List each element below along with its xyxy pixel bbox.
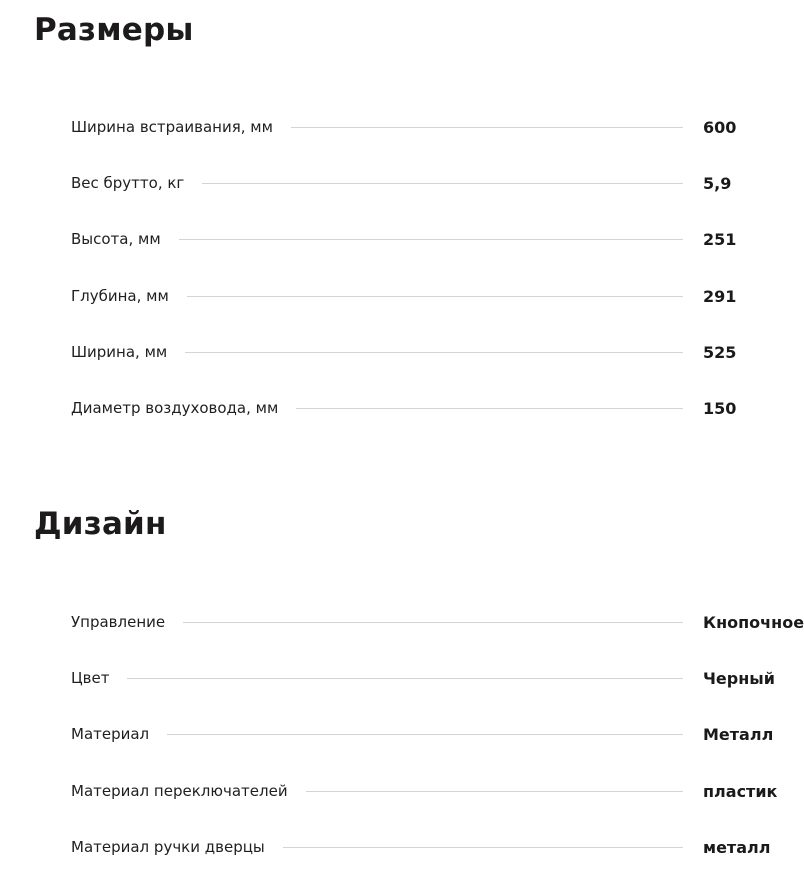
spec-label: Ширина встраивания, мм xyxy=(71,118,273,136)
spec-value: 600 xyxy=(703,117,737,137)
spec-row-depth xyxy=(71,284,789,308)
spec-label: Материал ручки дверцы xyxy=(71,838,265,856)
spec-label: Глубина, мм xyxy=(71,287,169,305)
spec-value: 291 xyxy=(703,286,737,306)
spec-label: Высота, мм xyxy=(71,230,161,248)
spec-row-height xyxy=(71,227,789,251)
spec-row-door-handle-material xyxy=(71,835,789,859)
spec-value: Черный xyxy=(703,668,775,688)
spec-label: Цвет xyxy=(71,669,110,687)
spec-value: Металл xyxy=(703,724,774,744)
leader-line xyxy=(306,791,683,792)
spec-value: Кнопочное xyxy=(703,612,804,632)
spec-value: металл xyxy=(703,837,771,857)
spec-row-gross-weight xyxy=(71,171,789,195)
spec-label: Материал переключателей xyxy=(71,782,288,800)
spec-value: 251 xyxy=(703,229,737,249)
spec-value: пластик xyxy=(703,781,778,801)
spec-row-control xyxy=(71,610,804,634)
spec-label: Управление xyxy=(71,613,166,631)
leader-line xyxy=(183,622,683,623)
spec-label: Ширина, мм xyxy=(71,343,168,361)
leader-line xyxy=(296,408,683,409)
leader-line xyxy=(291,127,683,128)
spec-label: Материал xyxy=(71,725,150,743)
leader-line xyxy=(179,239,683,240)
leader-line xyxy=(283,847,683,848)
spec-value: 150 xyxy=(703,398,737,418)
spec-row-material xyxy=(71,722,789,746)
spec-label: Диаметр воздуховода, мм xyxy=(71,399,279,417)
leader-line xyxy=(185,352,683,353)
section-title-design: Дизайн xyxy=(34,506,167,542)
spec-row-color xyxy=(71,666,789,690)
leader-line xyxy=(167,734,683,735)
spec-row-build-in-width xyxy=(71,115,789,139)
spec-row-width xyxy=(71,340,789,364)
spec-row-switch-material xyxy=(71,779,789,803)
leader-line xyxy=(127,678,683,679)
spec-label: Вес брутто, кг xyxy=(71,174,185,192)
section-title-dimensions: Размеры xyxy=(34,12,194,48)
spec-value: 5,9 xyxy=(703,173,732,193)
leader-line xyxy=(202,183,683,184)
leader-line xyxy=(187,296,683,297)
spec-value: 525 xyxy=(703,342,737,362)
spec-row-duct-diameter xyxy=(71,396,789,420)
